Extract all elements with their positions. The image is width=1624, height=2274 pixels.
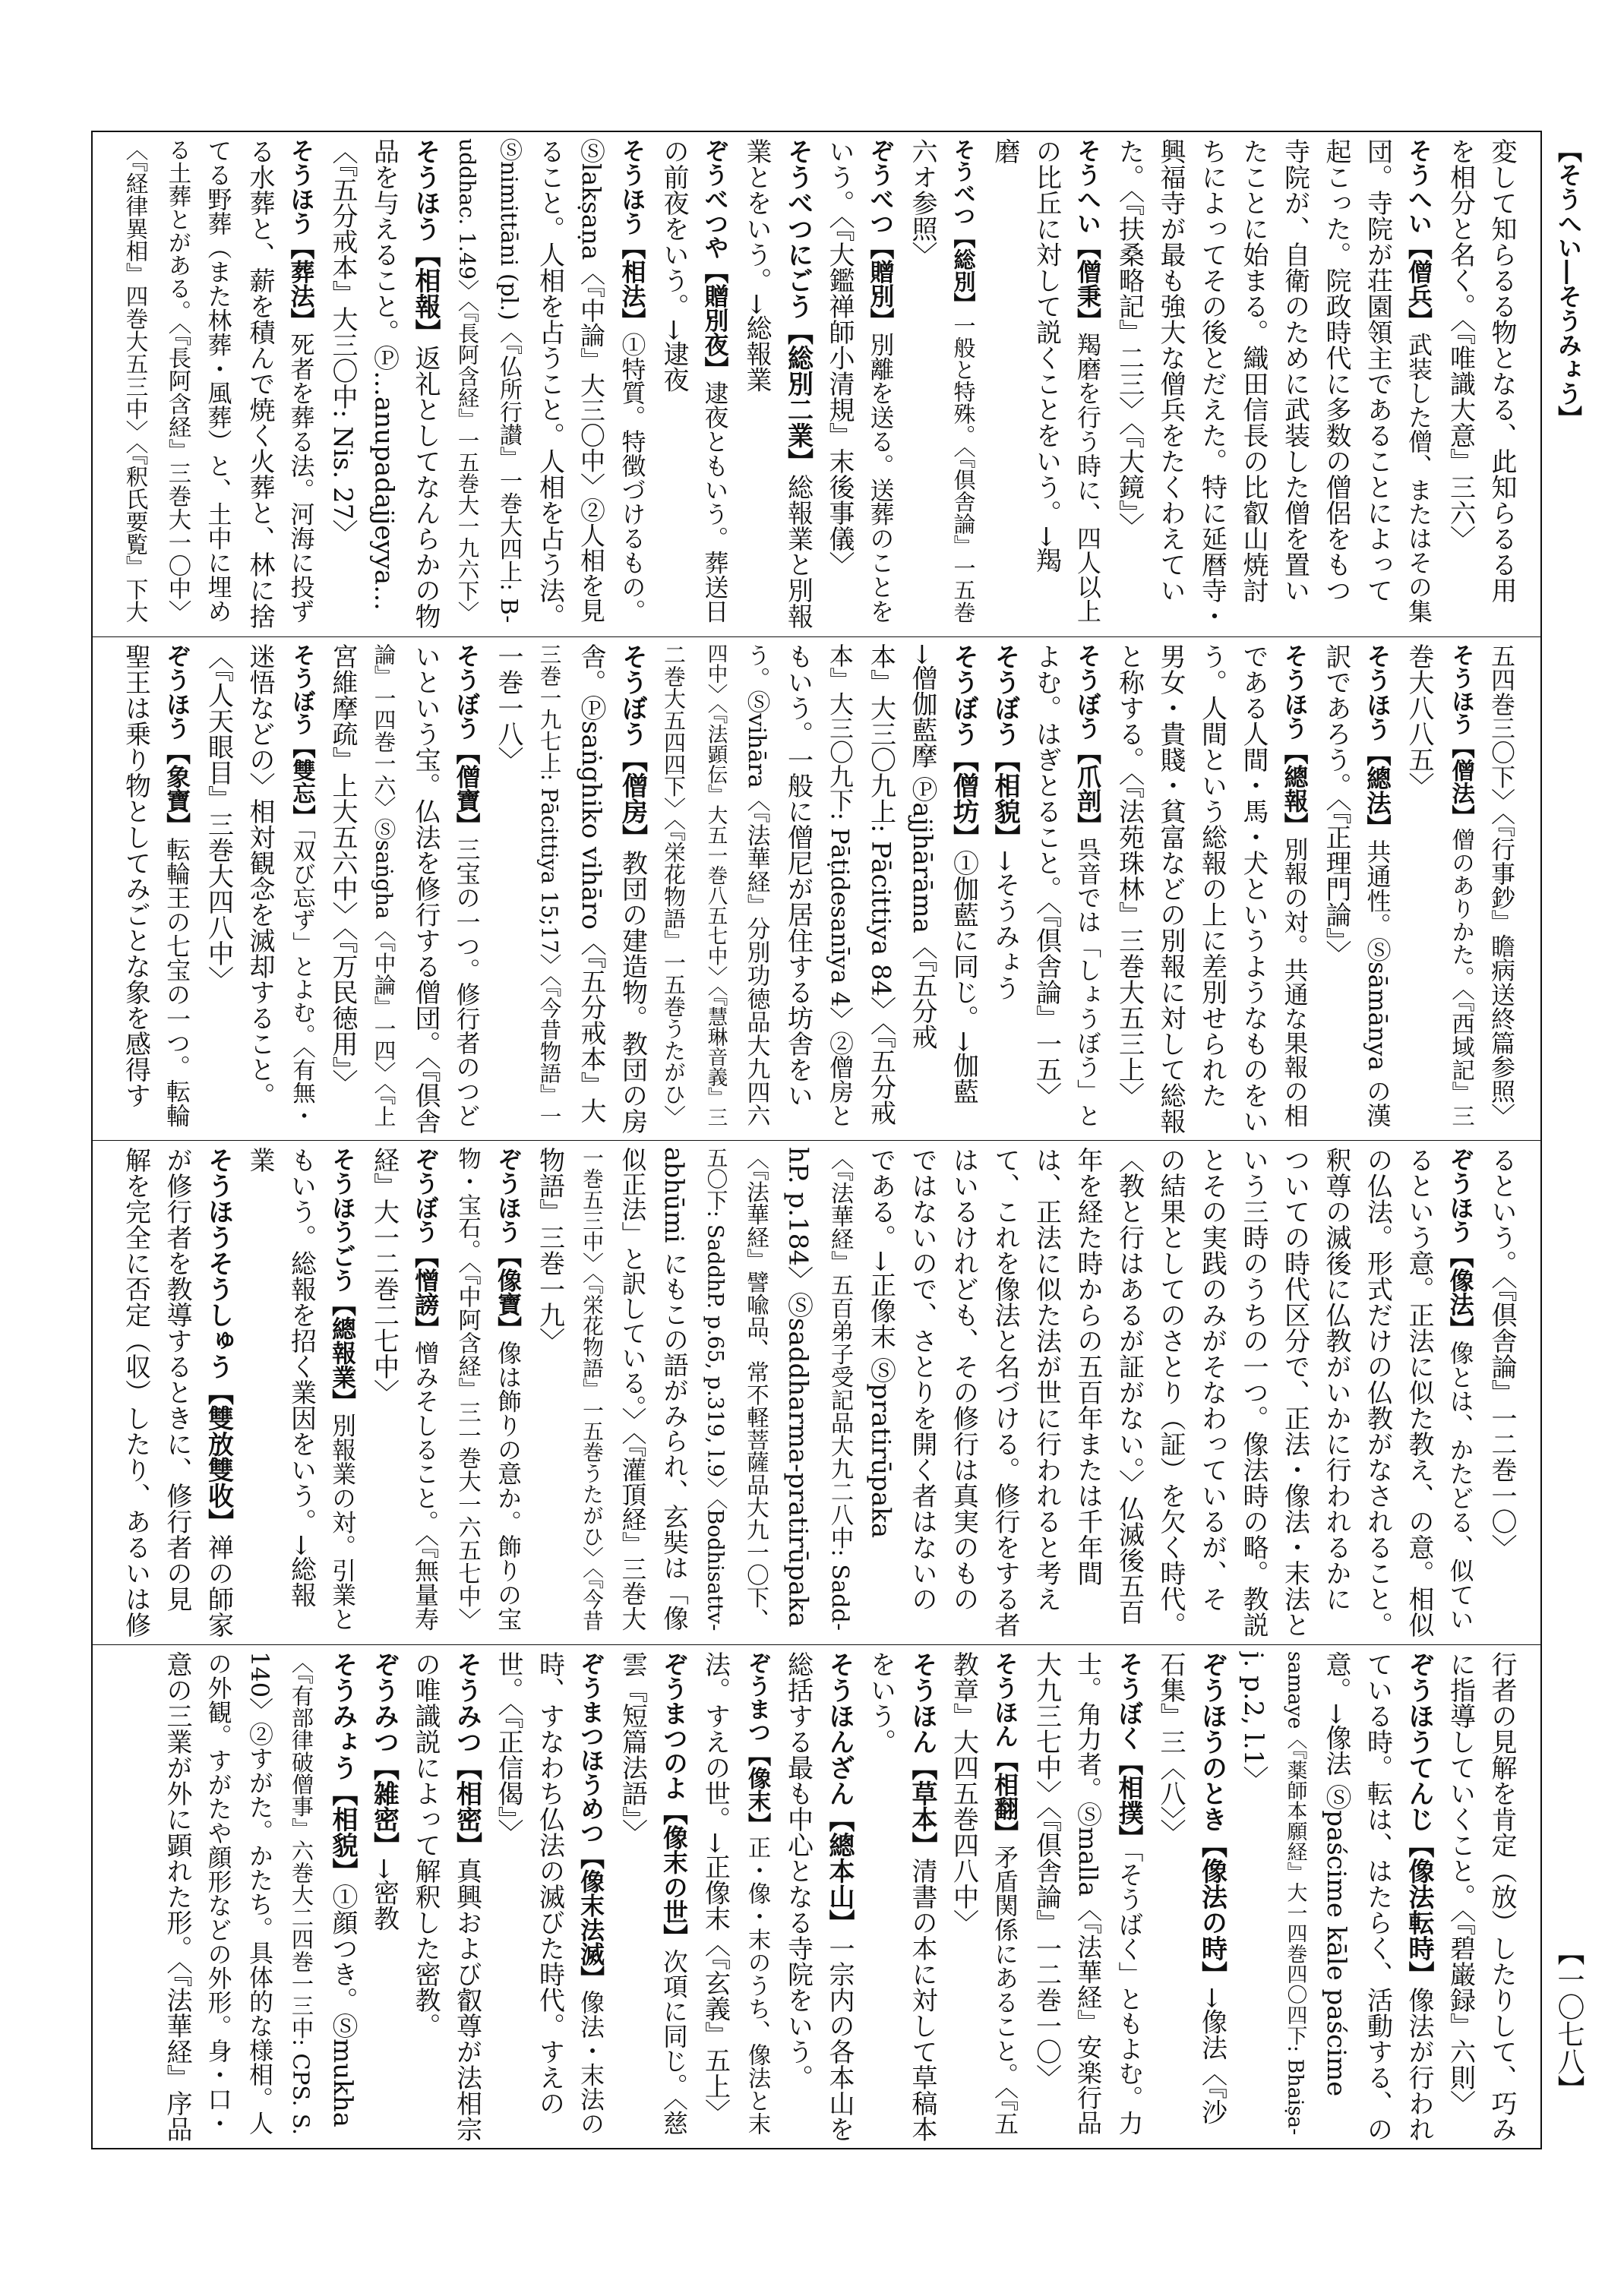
text-line: uddhac. 1.49〉〈『長阿含経』一五巻大一九六下〉 <box>454 138 480 624</box>
definition-text: 返礼としてなんらかの物 <box>410 345 441 629</box>
entry-line <box>860 138 902 630</box>
headword: ぞうべつ【贈別】 <box>866 138 896 333</box>
text-line: 興福寺が最も強大な僧兵をたくわえてい <box>1155 138 1186 603</box>
text-line: →僧伽藍摩 Ⓟajjhārāma〈『五分戒 <box>907 643 937 1050</box>
text-line: 団。寺院が荘園領主であることによって <box>1362 138 1393 603</box>
text-line: 聖王は乗り物としてみごとな象を感得す <box>120 643 151 1108</box>
definition-text: 憎みそしること。〈『無量寿 <box>411 1340 440 1631</box>
text-line: である人間・馬・犬というようなものをい <box>1238 643 1269 1134</box>
headword: そうぼう【相貌】 <box>990 643 1020 850</box>
entry-line <box>1398 1651 1440 2143</box>
entry-line <box>446 1651 488 2143</box>
definition-text: 別離を送る。送葬のことを <box>866 332 896 624</box>
definition-text: 別報業の対。引業と <box>328 1413 357 1631</box>
text-line: 訳であろう。〈『正理門論』〉 <box>1321 643 1351 966</box>
headword: そうほう【相法】 <box>618 138 647 333</box>
text-line: もいう。総報を招く業因をいう。→総報 <box>286 1147 317 1608</box>
entry-line <box>736 1651 778 2143</box>
entry-line <box>446 643 488 1135</box>
text-line: 釈尊の滅後に仏教がいかに行われるかに <box>1321 1147 1351 1612</box>
text-line: 〈『五分戒本』大三〇中: Nis. 27〉 <box>327 138 358 546</box>
text-line: を相分と名く。〈『唯識大意』三六〉 <box>1445 138 1476 551</box>
definition-text: 像は飾りの意か。飾りの宝 <box>494 1340 523 1631</box>
text-line: 品を与えること。Ⓟ…anupadajjeyya… <box>368 138 400 611</box>
headword: そうほう【相報】 <box>410 138 441 345</box>
text-line: 宮維摩疏』上大五六中〉〈『万民徳用』〉 <box>327 643 358 1095</box>
definition-text: 禅の師家 <box>203 1534 234 1638</box>
entry-line <box>1357 643 1398 1135</box>
definition-text: 教団の建造物。教団の房 <box>617 849 648 1134</box>
definition-text: →密教 <box>368 1857 400 1931</box>
text-line: 士。角力者。Ⓢmalla〈『法華経』安楽行品 <box>1073 1650 1103 2135</box>
headword: そうほう【僧法】 <box>1447 643 1474 828</box>
text-line: 行者の見解を肯定（放）したりして、巧み <box>1487 1650 1517 2142</box>
entry-line <box>197 1147 239 1638</box>
headword: そうほう【總法】 <box>1363 643 1392 839</box>
definition-text: ①顔つき。Ⓢmukha <box>327 1883 358 2127</box>
text-line: 教章』大四五巻四八中〉 <box>948 1650 979 1935</box>
entry-line <box>156 643 198 1135</box>
headword: ぞうほうのとき【像法の時】 <box>1196 1650 1227 1987</box>
definition-text: 三宝の一つ。修行者のつど <box>452 836 482 1127</box>
entry-line <box>943 643 984 1135</box>
text-line: ではないので、さとりを開く者はないの <box>907 1147 937 1612</box>
text-line: の外観。すがたや顔形などの外形。身・口・ <box>204 1650 233 2135</box>
text-line: 業 <box>245 1147 275 1173</box>
text-line: の前夜をいう。→逮夜 <box>659 138 689 393</box>
text-line: j. p.2, l.1〉 <box>1238 1650 1269 1792</box>
text-line: 四中〉〈『法顕伝』大五一巻八五七中〉〈『慧琳音義』三 <box>703 643 728 1127</box>
headword: そうほんざん【總本山】 <box>824 1650 855 1935</box>
entry-line <box>1398 138 1440 630</box>
tier-2 <box>93 636 1540 1141</box>
headword: ぞうまつ【像末】 <box>744 1650 770 1836</box>
definition-text: 呉音では「しょうぼう」と <box>1073 836 1102 1127</box>
text-line: るという意。正法に似た教え、の意。相似 <box>1404 1147 1434 1638</box>
entry-line <box>1067 138 1109 630</box>
text-line: をいう。 <box>865 1650 896 1754</box>
definition-text: 一宗内の各本山を <box>824 1934 855 2142</box>
headword: そうほん【相翻】 <box>991 1650 1019 1845</box>
headword: ぞうみつ【雑密】 <box>368 1650 400 1858</box>
headword: そうべつ【総別】 <box>950 138 977 315</box>
definition-text: 像とは、かたどる、似てい <box>1445 1340 1475 1631</box>
definition-text: 総報業と別報 <box>782 474 814 629</box>
text-line: の結果としてのさとり（証）を欠く時代。 <box>1155 1147 1186 1638</box>
text-line: 時、すなわち仏法の滅びた時代。すえの <box>534 1650 565 2116</box>
definition-text: 「双び忘ず」とよむ。〈有無・ <box>288 827 315 1127</box>
entry-line <box>819 1651 861 2143</box>
text-line: が修行者を教導するときに、修行者の見 <box>162 1147 192 1612</box>
text-line: る土葬とがある。〈『長阿含経』三巻大一〇中〉 <box>164 138 191 624</box>
headword: ぞうほうてんじ【像法転時】 <box>1404 1650 1434 1987</box>
text-line: である。→正像末 Ⓢpratirūpaka <box>865 1147 896 1539</box>
text-line: たことに始まる。織田信長の比叡山焼討 <box>1238 138 1269 603</box>
definition-text: 僧のありかた。〈『西域記』三 <box>1447 827 1474 1127</box>
text-line: abhūmi にもこの語がみられ、玄奘は「像 <box>659 1147 689 1631</box>
text-line: の比丘に対して説くことをいう。→羯 <box>1031 138 1062 573</box>
headword: そうほうそうしゅう【雙放雙收】 <box>203 1147 234 1534</box>
text-line: てる野葬（また林葬・風葬）と、土中に埋め <box>204 138 233 624</box>
entry-line <box>322 1147 364 1638</box>
headword: そうべつにごう【総別二業】 <box>782 138 814 474</box>
definition-text: 矛盾関係にあること。〈『五 <box>991 1844 1019 2135</box>
entry-line <box>1439 643 1481 1135</box>
headword: ぞうほう【像寶】 <box>494 1147 523 1341</box>
headword: そうほん【草本】 <box>907 1650 937 1858</box>
entry-line <box>694 138 736 630</box>
text-line: いう三時のうちの一つ。像法時の略。教説 <box>1238 1147 1269 1638</box>
entry-line <box>405 1147 447 1638</box>
headword: そうへい【僧秉】 <box>1073 138 1102 333</box>
entry-line <box>280 643 322 1135</box>
definition-text: 別報の対。共通な果報の相 <box>1280 836 1310 1127</box>
headword: そうぼう【爪剖】 <box>1073 643 1102 837</box>
entry-line <box>611 138 653 630</box>
entry-line <box>1108 1651 1150 2143</box>
text-line: Ⓢnimittāni (pl.)〈『仏所行讃』一巻大四上: B- <box>495 138 522 624</box>
headword: そうみつ【相密】 <box>451 1650 482 1858</box>
text-line: 総括する最も中心となる寺院をいう。 <box>782 1650 814 2090</box>
headword: そうぼう【雙忘】 <box>288 643 315 828</box>
text-line: 意。→像法 Ⓢpaścime kāle paścime <box>1321 1650 1351 2096</box>
headword: そうぼう【僧房】 <box>617 643 648 850</box>
text-line: Ⓢlakṣaṇa〈『中論』大三〇中〉②人相を見 <box>577 138 606 623</box>
definition-text: →像法〈『沙 <box>1196 1986 1227 2124</box>
tier-4 <box>93 1644 1540 2149</box>
text-line: 起こった。院政時代に多数の僧侶をもつ <box>1321 138 1351 603</box>
text-line: 一巻五三中〉〈『栄花物語』一五巻うたがひ〉〈『今昔 <box>579 1147 604 1631</box>
text-line: 変して知らるる物となる、此知らるる用 <box>1487 138 1517 603</box>
headword: そうほう【總報】 <box>1280 643 1310 837</box>
text-line: 舎。Ⓟsaṅghiko vihāro〈『五分戒本』大 <box>576 643 606 1123</box>
headword: そうほうごう【總報業】 <box>328 1147 357 1413</box>
entry-line <box>1439 1147 1481 1638</box>
tier-1 <box>93 132 1540 636</box>
text-line: 意の三業が外に顕れた形。〈『法華経』序品 <box>162 1650 192 2142</box>
text-line: の仏法。形式だけの仏教がなされること。 <box>1362 1147 1393 1638</box>
text-line: 論』一四巻一六〉Ⓢsaṅgha〈『中論』一四〉〈『上 <box>371 643 397 1127</box>
text-line: 業とをいう。→総報業 <box>741 138 772 393</box>
text-line: る水葬と、薪を積んで焼く火葬と、林に捨 <box>245 138 275 629</box>
headword: そうほう【葬法】 <box>286 138 316 333</box>
definition-text: ①伽藍に同じ。→伽藍 <box>948 849 979 1104</box>
text-line: 本』大三〇九上: Pācittiya 84〉〈『五分戒 <box>865 643 896 1126</box>
headword: ぞうほう【像法】 <box>1445 1147 1475 1341</box>
text-line: 物語』三巻一九〉 <box>534 1147 565 1353</box>
text-line: は、正法に似た法が世に行われると考え <box>1031 1147 1062 1612</box>
headword: ぞうべつや【贈別夜】 <box>700 138 730 381</box>
entry-line <box>280 138 322 630</box>
text-line: ること。人相を占うこと。人相を占う法。 <box>534 138 565 629</box>
headword: そうへい【僧兵】 <box>1404 138 1433 333</box>
text-line: hP. p.184〉Ⓢsaddharma-pratirūpaka <box>782 1147 814 1628</box>
text-line: 本』大三〇九下: Pāṭidesanīya 4〉②僧房と <box>826 643 853 1127</box>
text-line: 迷悟などの〉相対観念を滅却すること。 <box>245 643 275 1108</box>
headword: ぞうぼう【憎謗】 <box>411 1147 440 1341</box>
text-line: 雲『短篇法語』〉 <box>617 1650 648 1845</box>
entry-line <box>943 138 984 630</box>
definition-text: 逮夜ともいう。葬送日 <box>700 381 730 624</box>
text-line: う。Ⓢvihāra〈『法華経』分別功徳品大九四六 <box>743 643 770 1127</box>
text-line: 解を完全に否定（収）したり、あるいは修 <box>120 1147 151 1638</box>
text-line: 年を経た時からの五百年または千年間 <box>1073 1147 1103 1586</box>
text-line: 140〉②すがた。かたち。具体的な様相。人 <box>245 1650 274 2135</box>
headword: そうぼく【相撲】 <box>1114 1650 1144 1849</box>
text-line: 一巻一八〉 <box>493 643 523 772</box>
text-line: 寺院が、自衛のために武装した僧を置い <box>1279 138 1310 603</box>
definition-text: 武装した僧、またはその集 <box>1404 332 1433 624</box>
definition-text: 共通性。Ⓢsāmānya の漢 <box>1363 839 1392 1128</box>
headword: ぞうまつほうめつ【像末法滅】 <box>577 1650 605 1990</box>
text-line: 五四巻三〇下〉〈『行事鈔』瞻病送終篇参照〉 <box>1487 643 1516 1127</box>
text-line: 〈『法華経』五百弟子受記品大九二八中: Sadd- <box>826 1147 853 1631</box>
text-line: に指導していくこと。〈『碧巌録』六則〉 <box>1445 1650 1476 2116</box>
text-line: 磨 <box>990 138 1020 164</box>
text-line: はいるけれども、その修行は真実のもの <box>948 1147 979 1612</box>
text-line: 石集』三〈八〉〉 <box>1155 1650 1186 1845</box>
entry-line <box>777 138 819 630</box>
text-line: と称する。〈『法苑珠林』三巻大五三上〉 <box>1114 643 1145 1108</box>
definition-text: 死者を葬る法。河海に投ず <box>286 332 316 624</box>
text-line: いう。〈『大鑑禅師小清規』末後事儀〉 <box>824 138 855 577</box>
entry-line <box>984 1651 1026 2143</box>
text-line: 大九三七中〉〈『倶舎論』一二巻一〇〉 <box>1031 1650 1062 2090</box>
definition-text: 像法が行われ <box>1404 1986 1434 2142</box>
text-line: 六オ参照〉 <box>907 138 937 267</box>
text-line: 似正法」と訳している。〉〈『灌頂経』三巻大 <box>618 1147 647 1631</box>
text-line: ている時。転は、はたらく、活動する、の <box>1362 1650 1393 2142</box>
headword: そうぼう【僧寶】 <box>452 643 482 837</box>
definition-text: 「そうばく」ともよむ。力 <box>1114 1849 1144 2135</box>
text-line: 物・宝石。〈『中阿含経』三一巻大一六五七中〉 <box>453 1147 481 1631</box>
text-line: 世。〈『正信偈』〉 <box>493 1650 523 1845</box>
definition-text: 転輪王の七宝の一つ。転輪 <box>163 836 191 1127</box>
definition-text: ①特質。特徴づけるもの。 <box>618 332 647 624</box>
text-line: 三巻一九七上: Pācittiya 15;17〉〈『今昔物語』一 <box>536 643 563 1127</box>
text-line: の唯識説によって解釈した密教。 <box>410 1650 441 2039</box>
running-head: 【そうへい―そうみょう】 <box>1554 138 1583 430</box>
entry-line <box>1191 1651 1233 2143</box>
text-line: samaye〈『薬師本願経』大一四巻四〇四下: Bhaiṣa- <box>1283 1650 1307 2135</box>
text-line: た。〈『扶桑略記』二三〉〈『大鏡』〉 <box>1114 138 1145 538</box>
entry-line <box>363 1651 405 2143</box>
entry-line <box>322 1651 364 2143</box>
definition-text: 次項に同じ。〈慈 <box>659 1948 688 2135</box>
text-line: とその実践のみがそなわっているが、そ <box>1196 1147 1227 1612</box>
headword: そうぼう【僧坊】 <box>948 643 979 850</box>
text-line: 二巻大五四四下〉〈『栄花物語』一五巻うたがひ〉 <box>661 643 687 1127</box>
entry-line <box>1067 643 1109 1135</box>
definition-text: 真興および叡尊が法相宗 <box>451 1857 482 2142</box>
definition-text: 羯磨を行う時に、四人以上 <box>1073 332 1102 624</box>
text-line: 〈『人天眼目』三巻大四八中〉 <box>203 643 234 992</box>
tier-3 <box>93 1140 1540 1644</box>
entry-line <box>488 1147 529 1638</box>
text-line: て、これを像法と名づける。修行をする者 <box>990 1147 1020 1638</box>
entry-line <box>902 1651 943 2143</box>
entry-line <box>1274 643 1316 1135</box>
headword: そうみょう【相貌】 <box>327 1650 358 1884</box>
text-line: るという。〈『倶舎論』一二巻一〇〉 <box>1487 1147 1517 1560</box>
definition-text: 像法・末法の <box>577 1989 605 2135</box>
text-line: う。人間という総報の上に差別せられた <box>1196 643 1227 1108</box>
definition-text: 清書の本に対して草稿本 <box>907 1857 937 2142</box>
text-line: いという宝。仏法を修行する僧団。〈『倶舎 <box>410 643 441 1134</box>
text-line: ちによってその後とだえた。特に延暦寺・ <box>1196 138 1227 629</box>
page-frame <box>91 131 1542 2149</box>
definition-text: 一般と特殊。〈『倶舎論』一五巻 <box>950 314 977 624</box>
entry-line <box>653 1651 695 2143</box>
definition-text: →そうみょう <box>990 849 1020 1000</box>
text-line: 男女・貴賤・貧富などの別報に対して総報 <box>1155 643 1186 1134</box>
text-line: もいう。一般に僧尼が居住する坊舎をい <box>782 643 814 1108</box>
text-line: 巻大八八五〉 <box>1404 643 1434 798</box>
headword: ぞうまつのよ【像末の世】 <box>659 1650 688 1949</box>
definition-text: 正・像・末のうち、像法と末 <box>744 1835 770 2135</box>
text-line: 〈『法華経』譬喩品、常不軽菩薩品大九一〇下、 <box>744 1147 770 1631</box>
text-line: 〈『有部律破僧事』六巻大二四巻一三中: CPS. S. <box>288 1650 314 2135</box>
text-line: 〈『経律異相』四巻大五三中〉〈『釈氏要覧』下大 <box>122 138 150 624</box>
text-line: 経』大一二巻二七中〉 <box>368 1147 400 1405</box>
page-number: 【一〇七八】 <box>1553 1938 1585 2102</box>
entry-line <box>570 1651 612 2143</box>
entry-line <box>984 643 1026 1135</box>
text-line: 法。すえの世。→正像末〈『玄義』五上〉 <box>700 1650 731 2124</box>
entry-line <box>611 643 653 1135</box>
headword: ぞうほう【象寶】 <box>163 643 191 837</box>
text-line: 〈教と行はあるが証がない。〉仏滅後五百 <box>1114 1147 1145 1625</box>
text-line: ついての時代区分で、正法・像法・末法と <box>1279 1147 1310 1638</box>
entry-line <box>405 138 447 630</box>
text-line: よむ。はぎとること。〈『倶舎論』一五〉 <box>1031 643 1062 1108</box>
text-line: 五〇下: SaddhP. p.65, p.319, l.9〉〈Bodhisattv- <box>703 1147 728 1631</box>
